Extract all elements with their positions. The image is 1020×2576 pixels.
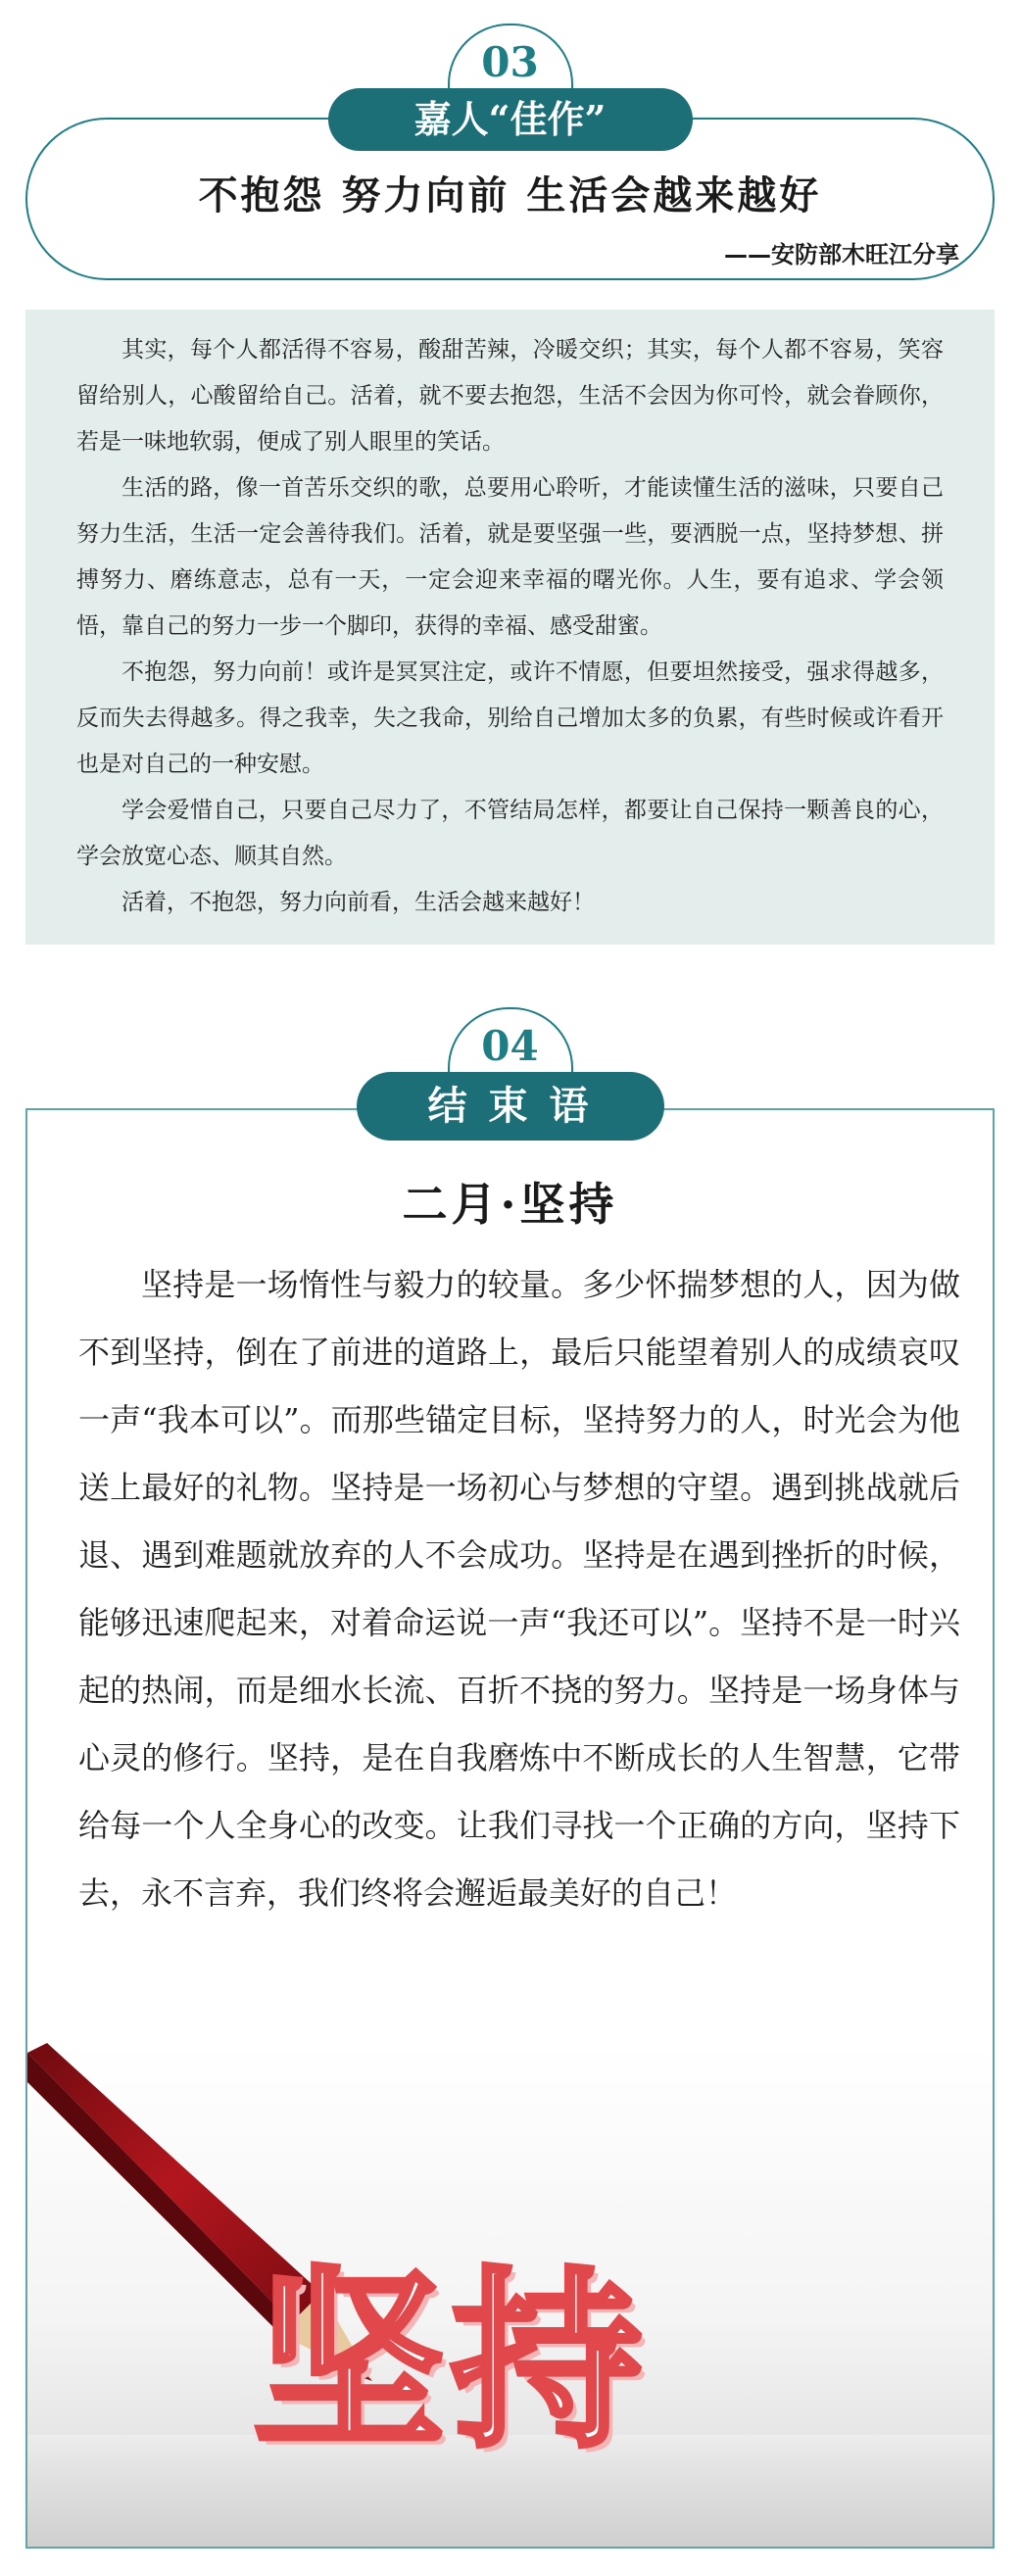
section04-heading: 二月·坚持 (402, 1178, 618, 1231)
illustration-word: 坚持 (253, 2251, 650, 2474)
section03-number: 03 (448, 24, 573, 94)
section03-paragraph: 其实，每个人都活得不容易，酸甜苦辣，冷暖交织；其实，每个人都不容易，笑容留给别人，心酸留给自己。活着，就不要去抱怨，生活不会因为你可怜，就会眷顾你，若是一味地软弱，便成了别人眼里的笑话。 (76, 337, 944, 455)
section03-title: 不抱怨 努力向前 生活会越来越好 (198, 173, 822, 219)
pencil-illustration (27, 2043, 993, 2547)
section04-paragraph: 坚持是一场惰性与毅力的较量。多少怀揣梦想的人，因为做不到坚持，倒在了前进的道路上，最后只能望着别人的成绩哀叹一声“我本可以”。而那些锚定目标，坚持努力的人，时光会为他送上最好的礼物。坚持是一场初心与梦想的守望。遇到挑战就后退、遇到难题就放弃的人不会成功。坚持是在遇到挫折的时候，能够迅速爬起来，对着命运说一声“我还可以”。坚持不是一时兴起的热闹，而是细水长流、百折不挠的努力。坚持是一场身体与心灵的修行。坚持，是在自我磨炼中不断成长的人生智慧，它带给每一个人全身心的改变。让我们寻找一个正确的方向，坚持下去，永不言弃，我们终将会邂逅最美好的自己！ (78, 1266, 960, 1912)
section03-paragraph: 不抱怨，努力向前！或许是冥冥注定，或许不情愿，但要坦然接受，强求得越多，反而失去得越多。得之我幸，失之我命，别给自己增加太多的负累，有些时候或许看开也是对自己的一种安慰。 (76, 659, 944, 777)
section04-label: 结 束 语 (357, 1072, 664, 1141)
section03-byline: ——安防部木旺江分享 (724, 241, 959, 268)
section03-paragraph: 生活的路，像一首苦乐交织的歌，总要用心聆听，才能读懂生活的滋味，只要自己努力生活，生活一定会善待我们。活着，就是要坚强一些，要洒脱一点，坚持梦想、拼搏努力、磨练意志，总有一天，一定会迎来幸福的曙光你。人生，要有追求、学会领悟，靠自己的努力一步一个脚印，获得的幸福、感受甜蜜。 (76, 475, 944, 639)
section03-paragraph: 学会爱惜自己，只要自己尽力了，不管结局怎样，都要让自己保持一颗善良的心，学会放宽心态、顺其自然。 (76, 798, 944, 869)
section04-number: 04 (448, 1007, 573, 1078)
section03-paragraph: 活着，不抱怨，努力向前看，生活会越来越好！ (121, 890, 595, 915)
section04-body (78, 1251, 960, 1927)
section03-label: 嘉人“佳作” (328, 88, 693, 151)
section03-body (25, 310, 995, 945)
